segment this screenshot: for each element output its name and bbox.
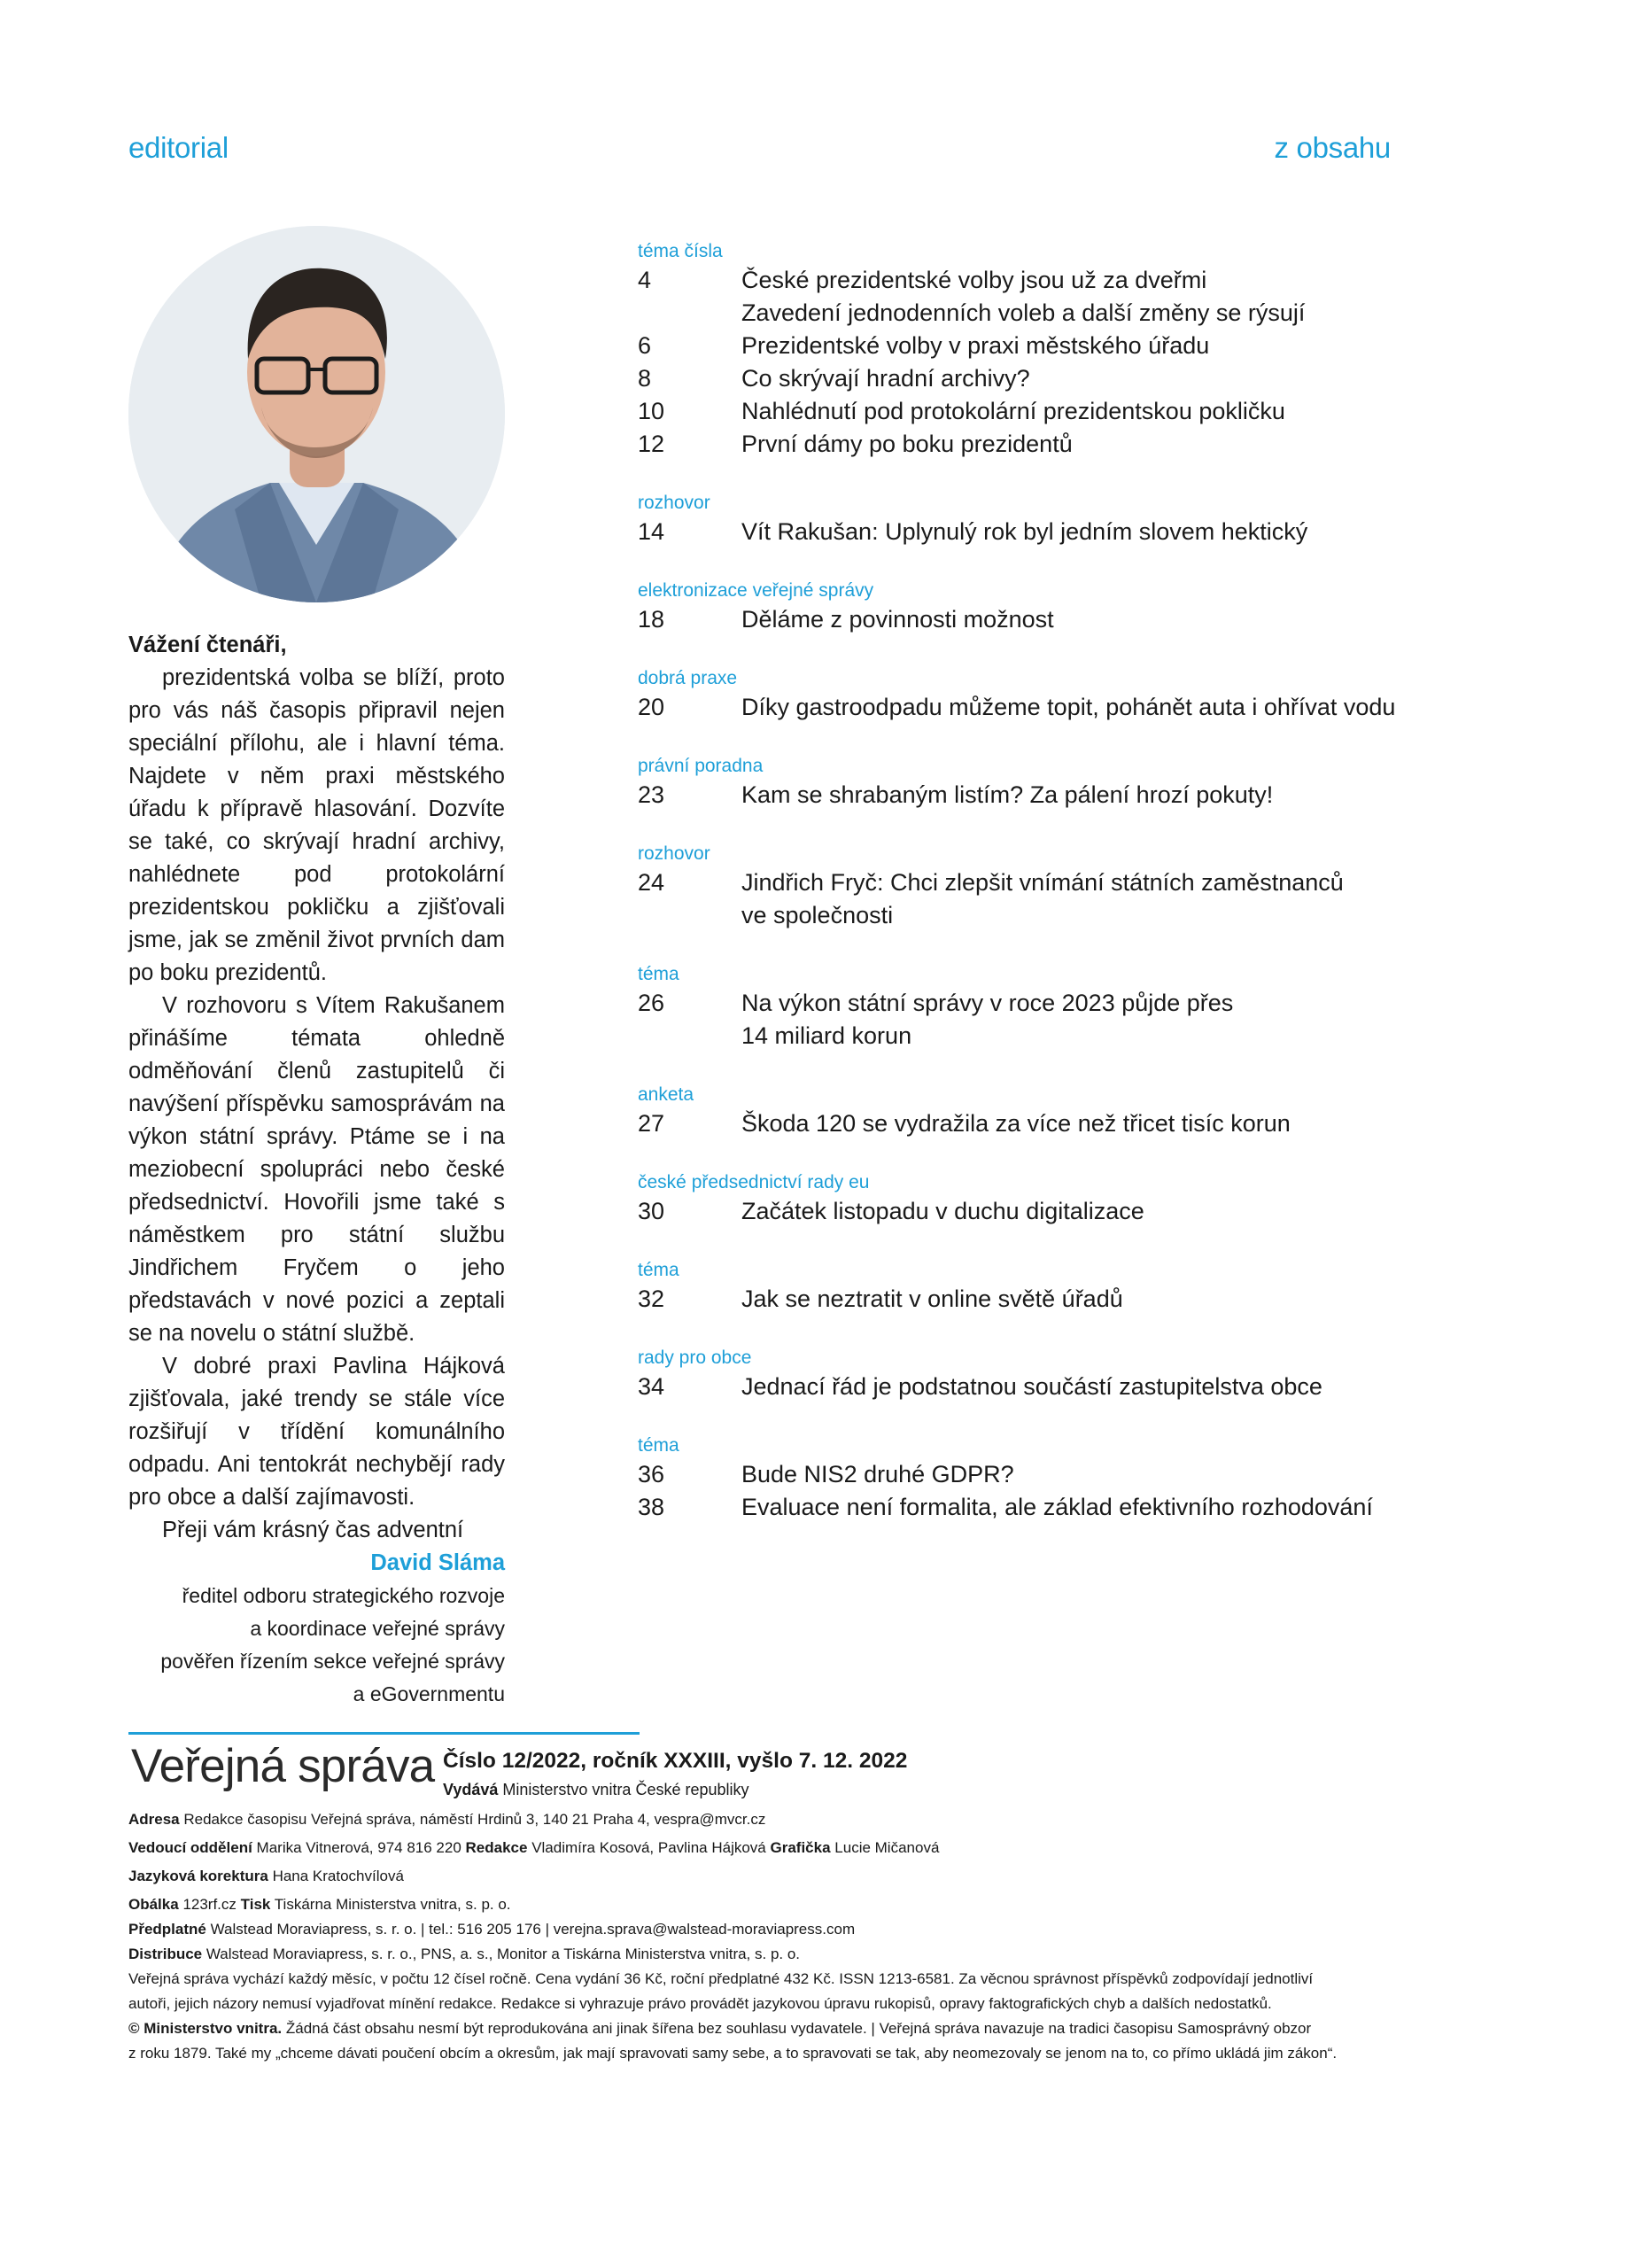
colophon-cover-print [128,1892,1395,1917]
toc-entry[interactable] [638,1195,1417,1228]
toc-section [638,842,1417,932]
redakce-value: Vladimíra Kosová, Pavlina Hájková [531,1839,766,1856]
toc-section [638,1258,1417,1316]
toc-section [638,962,1417,1052]
colophon-copyright [128,2016,1395,2041]
publisher-line [443,1778,749,1801]
toc-page-number: 34 [638,1373,665,1400]
colophon [128,1807,1395,2066]
issue-info: Číslo 12/2022, ročník XXXIII, vyšlo 7. 12. 2022 [443,1749,908,1773]
toc-section-label: téma [638,964,679,984]
toc-entry-title-line: České prezidentské volby jsou už za dveřmi [741,267,1207,293]
toc-section [638,239,1417,461]
toc-entry[interactable] [638,603,1417,636]
publisher-value: Ministerstvo vnitra České republiky [502,1781,749,1798]
toc-entry[interactable] [638,395,1417,428]
colophon-divider [128,1732,640,1735]
toc-entry-title-line: Vít Rakušan: Uplynulý rok byl jedním slovem hektický [741,518,1308,545]
toc-entry[interactable] [638,987,1417,1052]
toc-section-label: české předsednictví rady eu [638,1172,870,1192]
toc-entry-title [741,987,1417,1052]
obalka-label: Obálka [128,1896,179,1913]
vedouci-value: Marika Vitnerová, 974 816 220 [256,1839,461,1856]
toc-section-label: rozhovor [638,843,710,864]
toc-page-number: 38 [638,1494,665,1520]
toc-section-label: elektronizace veřejné správy [638,580,874,601]
toc-entry-title [741,1491,1417,1524]
toc-entry-title-line: Kam se shrabaným listím? Za pálení hrozí pokuty! [741,781,1274,808]
section-header-contents: z obsahu [1274,131,1391,164]
toc-entry-title-line: Škoda 120 se vydražila za více než třicet tisíc korun [741,1110,1291,1137]
toc-entry[interactable] [638,362,1417,395]
toc-page-number: 20 [638,694,665,720]
toc-entry-title-line: První dámy po boku prezidentů [741,431,1073,457]
toc-entry-title-line: Nahlédnutí pod protokolární prezidentskou pokličku [741,398,1285,424]
toc-page-number: 30 [638,1198,665,1224]
toc-entry-title-line: ve společnosti [741,902,894,928]
toc-section-label: anketa [638,1084,694,1105]
editorial-greeting: Vážení čtenáři, [128,633,287,657]
toc-section [638,1083,1417,1140]
colophon-info: autoři, jejich názory nemusí vyjadřovat mínění redakce. Redakce si vyhrazuje právo provádět jazykovou úpravu rukopisů, opravy faktografických chyb a dalších nedostatků. [128,1995,1272,2012]
redakce-label: Redakce [465,1839,528,1856]
toc-entry[interactable] [638,1283,1417,1316]
toc-section-label: téma čísla [638,241,723,261]
toc-entry-title-line: Jindřich Fryč: Chci zlepšit vnímání státních zaměstnanců [741,869,1344,896]
author-role-line: pověřen řízením sekce veřejné správy [160,1650,505,1673]
toc-page-number: 18 [638,606,665,633]
toc-page-number: 26 [638,990,665,1016]
toc-entry-title-line: Jednací řád je podstatnou součástí zastupitelstva obce [741,1373,1322,1400]
editorial-paragraph: V dobré praxi Pavlina Hájková zjišťovala, jaké trendy se stále více rozšiřují v třídění komunálního odpadu. Ani tentokrát nechybějí rady pro obce a další zajímavosti. [128,1354,505,1510]
toc-page-number: 12 [638,431,665,457]
toc-entry[interactable] [638,866,1417,932]
toc-section-label: právní poradna [638,756,764,776]
toc-entry-title [741,1195,1417,1228]
predplatne-value: Walstead Moraviapress, s. r. o. | tel.: 516 205 176 | verejna.sprava@walstead-moraviapress.com [210,1921,856,1938]
toc-section [638,754,1417,812]
toc-section-label: téma [638,1260,679,1280]
colophon-info: Veřejná správa vychází každý měsíc, v počtu 12 čísel ročně. Cena vydání 36 Kč, roční předplatné 432 Kč. ISSN 1213-6581. Za věcnou správnost příspěvků zodpovídají jednotliví [128,1970,1314,1987]
toc-entry-title-line: Prezidentské volby v praxi městského úřadu [741,332,1210,359]
toc-entry-title-line: Zavedení jednodenních voleb a další změny se rýsují [741,299,1306,326]
toc-entry-title [741,428,1417,461]
toc-page-number: 14 [638,518,665,545]
toc-entry-title [741,1371,1417,1403]
toc-entry-title [741,866,1417,932]
editorial-text [128,629,505,1711]
toc-page-number: 10 [638,398,665,424]
toc-section [638,1346,1417,1403]
toc-entry[interactable] [638,297,1417,330]
author-role-line: a koordinace veřejné správy [250,1617,505,1640]
toc-entry[interactable] [638,1458,1417,1491]
distribuce-label: Distribuce [128,1946,203,1962]
colophon-copyright: z roku 1879. Také my „chceme dávati poučení obcím a okresům, jak mají spravovati samy sebe, a to spravovati se tak, aby neomezovaly se jenom na to, co přímo ukládá jim zákon“. [128,2045,1338,2062]
toc-entry[interactable] [638,516,1417,548]
toc-section-label: téma [638,1435,679,1456]
toc-entry[interactable] [638,1107,1417,1140]
graficka-value: Lucie Mičanová [834,1839,940,1856]
author-role-line: ředitel odboru strategického rozvoje [182,1584,505,1607]
tisk-label: Tisk [240,1896,271,1913]
toc-entry-title-line: Začátek listopadu v duchu digitalizace [741,1198,1144,1224]
toc-entry[interactable] [638,428,1417,461]
portrait-illustration [128,226,505,602]
colophon-subscription [128,1917,1395,1942]
author-signature: David Sláma [370,1550,505,1575]
copyright-text: Žádná část obsahu nesmí být reprodukována ani jinak šířena bez souhlasu vydavatele. | Veřejná správa navazuje na tradici časopisu Samosprávný obzor [285,2020,1312,2037]
toc-section [638,1170,1417,1228]
toc-section [638,1433,1417,1524]
toc-entry-title [741,603,1417,636]
toc-page-number: 32 [638,1285,665,1312]
toc-entry[interactable] [638,779,1417,812]
table-of-contents [638,239,1417,1554]
magazine-logo: Veřejná správa [131,1740,435,1792]
tisk-value: Tiskárna Ministerstva vnitra, s. p. o. [274,1896,511,1913]
toc-entry-title-line: 14 miliard korun [741,1022,912,1049]
toc-entry-title-line: Děláme z povinnosti možnost [741,606,1054,633]
colophon-distribution [128,1942,1395,1967]
toc-entry-title [741,330,1417,362]
toc-section-label: rozhovor [638,493,710,513]
editorial-paragraph: V rozhovoru s Vítem Rakušanem přinášíme témata ohledně odměňování členů zastupitelů či navýšení příspěvku samosprávám na výkon státní správy. Ptáme se i na meziobecní spolupráci nebo české předsednictví. Hovořili jsme také s náměstkem pro státní službu Jindřichem Fryčem o jeho představách v nové pozici a zeptali se na novelu o státní službě. [128,993,505,1346]
toc-entry-title [741,691,1417,724]
toc-section [638,666,1417,724]
toc-page-number: 8 [638,365,652,392]
distribuce-value: Walstead Moraviapress, s. r. o., PNS, a. s., Monitor a Tiskárna Ministerstva vnitra, s. p. o. [206,1946,801,1962]
toc-page-number [638,297,741,330]
author-role-line: a eGovernmentu [353,1682,505,1705]
toc-entry-title [741,395,1417,428]
toc-section-label: dobrá praxe [638,668,738,688]
toc-entry-title [741,1458,1417,1491]
toc-entry-title [741,1283,1417,1316]
editorial-closing: Přeji vám krásný čas adventní [162,1518,464,1542]
toc-entry[interactable] [638,264,1417,297]
toc-entry-title [741,362,1417,395]
toc-entry-title [741,297,1417,330]
toc-entry[interactable] [638,691,1417,724]
toc-section [638,579,1417,636]
toc-entry-title-line: Díky gastroodpadu můžeme topit, pohánět auta i ohřívat vodu [741,694,1396,720]
editorial-paragraph: prezidentská volba se blíží, proto pro vás náš časopis připravil nejen speciální přílohu, ale i hlavní téma. Najdete v něm praxi městského úřadu k přípravě hlasování. Dozvíte se také, co skrývají hradní archivy, nahlédnete pod protokolární prezidentskou pokličku a zjišťovali jsme, jak se změnil život prvních dam po boku prezidentů. [128,665,505,985]
section-header-editorial: editorial [128,131,229,164]
author-portrait [128,226,505,602]
toc-entry[interactable] [638,330,1417,362]
toc-entry-title [741,516,1417,548]
toc-page-number: 24 [638,869,665,896]
vedouci-label: Vedoucí oddělení [128,1839,252,1856]
toc-entry-title-line: Bude NIS2 druhé GDPR? [741,1461,1014,1487]
toc-entry-title-line: Co skrývají hradní archivy? [741,365,1030,392]
toc-section [638,491,1417,548]
toc-entry-title-line: Jak se neztratit v online světě úřadů [741,1285,1123,1312]
obalka-value: 123rf.cz [182,1896,237,1913]
toc-entry-title-line: Evaluace není formalita, ale základ efektivního rozhodování [741,1494,1373,1520]
korektura-value: Hana Kratochvílová [272,1868,404,1884]
toc-page-number: 6 [638,332,652,359]
toc-entry[interactable] [638,1491,1417,1524]
toc-page-number: 4 [638,267,652,293]
publisher-label: Vydává [443,1781,499,1798]
copyright-label: © Ministerstvo vnitra. [128,2020,283,2037]
colophon-address [128,1807,1395,1832]
predplatne-label: Předplatné [128,1921,206,1938]
adresa-value: Redakce časopisu Veřejná správa, náměstí Hrdinů 3, 140 21 Praha 4, vespra@mvcr.cz [183,1811,766,1828]
colophon-proofreading [128,1864,1395,1889]
toc-entry[interactable] [638,1371,1417,1403]
korektura-label: Jazyková korektura [128,1868,268,1884]
toc-entry-title [741,1107,1417,1140]
graficka-label: Grafička [770,1839,831,1856]
toc-page-number: 27 [638,1110,665,1137]
toc-entry-title [741,779,1417,812]
toc-section-label: rady pro obce [638,1348,752,1368]
colophon-staff [128,1836,1395,1860]
toc-page-number: 23 [638,781,665,808]
toc-entry-title-line: Na výkon státní správy v roce 2023 půjde přes [741,990,1234,1016]
toc-page-number: 36 [638,1461,665,1487]
adresa-label: Adresa [128,1811,180,1828]
toc-entry-title [741,264,1417,297]
